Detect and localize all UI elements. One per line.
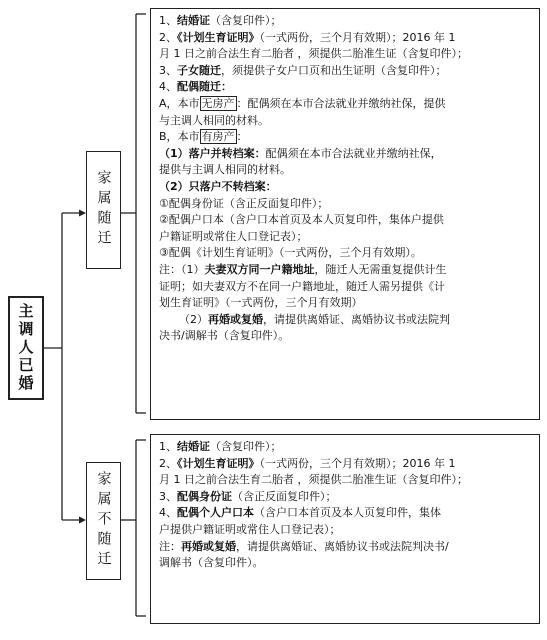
item-line: 户提供户籍证明或常住人口登记表）；	[159, 522, 341, 536]
item-line: 3、子女随迁，须提供子女户口页和出生证明（含复印件）；	[159, 63, 447, 77]
item-line: ①配偶身份证（含正反面复印件）；	[159, 196, 329, 210]
item-line: 调解书（含复印件）。	[159, 556, 264, 570]
item-line: 提供与主调人相同的材料。	[159, 163, 291, 177]
item-line: 划生育证明》（一式两份，三个月有效期）	[159, 296, 363, 310]
item-line: （2）再婚或复婚，请提供离婚证、离婚协议书或法院判	[179, 312, 450, 326]
item-line: 1、结婚证（含复印件）；	[159, 440, 282, 453]
item-line: 2、《计划生育证明》（一式两份，三个月有效期）；2016 年 1	[159, 30, 456, 44]
branch-family-not-relocates	[86, 462, 121, 580]
item-line: 决书/调解书（含复印件）。	[159, 329, 290, 343]
item-line: （1）落户并转档案：配偶须在本市合法就业并缴纳社保，	[159, 146, 442, 160]
item-line: ②配偶户口本（含户口本首页及本人页复印件，集体户提供	[159, 213, 444, 227]
item-line: 2、《计划生育证明》（一式两份，三个月有效期）；2016 年 1	[159, 456, 456, 470]
branch-a-label: 家属随迁	[95, 170, 112, 250]
item-line: 户籍证明或常住人口登记表）；	[159, 229, 308, 243]
item-line: 与主调人相同的材料。	[159, 113, 269, 127]
item-line: 3、配偶身份证（含正反面复印件）；	[159, 489, 337, 503]
item-line: 证明；如夫妻双方不在同一户籍地址，随迁人需另提供《计	[159, 279, 445, 293]
content-box-relocates	[150, 8, 540, 420]
item-line: 注：（1）夫妻双方同一户籍地址，随迁人无需重复提供计生	[159, 262, 447, 276]
no-property-tag: 无房产	[201, 96, 235, 110]
content-box-not-relocates	[150, 434, 540, 624]
item-line: 月 1 日之前合法生育二胎者 ，须提供二胎准生证（含复印件）；	[159, 47, 468, 61]
item-line: 4、配偶随迁：	[159, 80, 232, 94]
item-line: ③配偶《计划生育证明》（一式两份，三个月有效期）。	[159, 246, 422, 260]
item-line: （2）只落户不转档案：	[159, 179, 277, 193]
has-property-tag: 有房产	[201, 130, 235, 144]
item-line: 4、配偶个人户口本（含户口本首页及本人页复印件，集体	[159, 506, 441, 520]
item-line: A，本市 无房产 ：配偶须在本市合法就业并缴纳社保，提供	[159, 96, 446, 110]
item-line: 1、结婚证（含复印件）；	[159, 14, 282, 27]
branch-b-label: 家属不随迁	[95, 471, 112, 571]
root-node	[8, 296, 44, 400]
item-line: 注：再婚或复婚，请提供离婚证、离婚协议书或法院判决书/	[159, 539, 449, 553]
branch-family-relocates	[86, 151, 121, 269]
item-line: 月 1 日之前合法生育二胎者 ，须提供二胎准生证（含复印件）；	[159, 473, 468, 487]
item-line: B，本市 有房产 ：	[159, 130, 248, 144]
root-label: 主调人已婚	[16, 303, 35, 393]
